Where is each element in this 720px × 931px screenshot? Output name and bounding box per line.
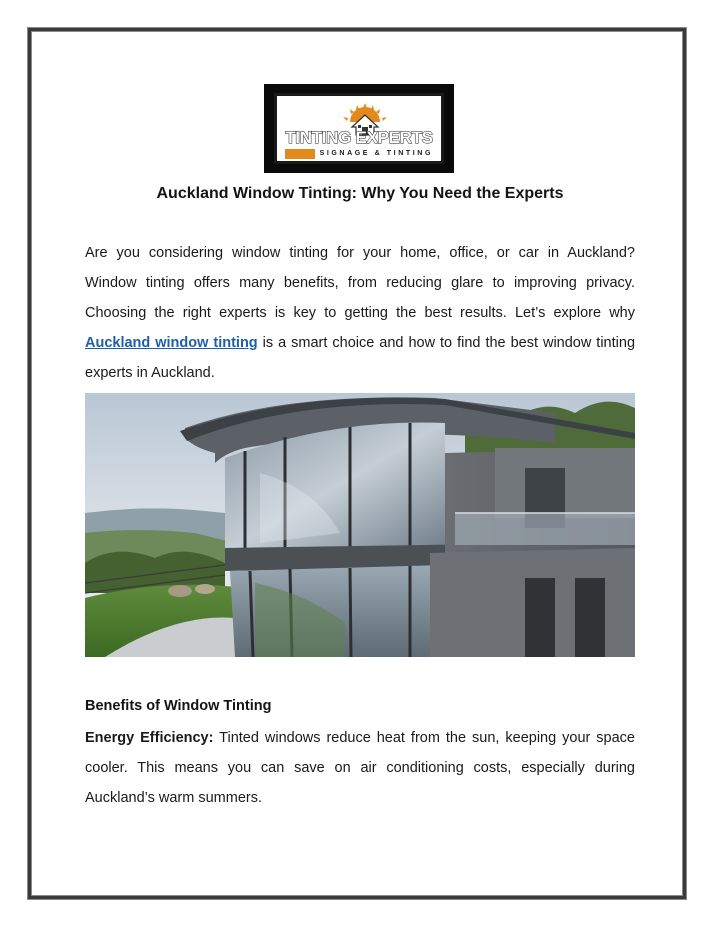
intro-line-1: Are you considering window tinting for your home, office, or car in Auckland?: [85, 245, 635, 261]
intro-line-3: Choosing the right experts is key to getting the best results. Let’s explore why: [85, 305, 635, 321]
intro-line-5: experts in Auckland.: [85, 365, 215, 381]
energy-efficiency-label: Energy Efficiency:: [85, 730, 214, 746]
energy-efficiency-paragraph: [85, 728, 635, 818]
energy-line-1: [85, 728, 635, 748]
intro-line-4-rest: is a smart choice and how to find the best window tinting: [257, 335, 636, 351]
article-title: Auckland Window Tinting: Why You Need the Experts: [156, 185, 564, 202]
house-illustration: [85, 393, 635, 657]
auckland-window-tinting-link[interactable]: Auckland window tinting: [85, 335, 258, 351]
intro-paragraph: [85, 243, 635, 393]
tinting-experts-logo: [264, 84, 454, 173]
benefits-heading: Benefits of Window Tinting: [85, 698, 272, 714]
energy-line-3: Auckland’s warm summers.: [85, 790, 263, 806]
energy-line-2: cooler. This means you can save on air conditioning costs, especially during: [85, 760, 635, 776]
intro-line-4: [85, 333, 635, 353]
intro-line-2: Window tinting offers many benefits, from reducing glare to improving privacy.: [85, 275, 635, 291]
logo-title: TINTING EXPERTS: [285, 128, 433, 147]
logo-subtitle: SIGNAGE & TINTING: [319, 150, 433, 157]
energy-line-1-rest: Tinted windows reduce heat from the sun, keeping your space: [213, 730, 635, 746]
logo-inner-panel: [274, 93, 444, 164]
hero-house-image: [85, 393, 635, 657]
